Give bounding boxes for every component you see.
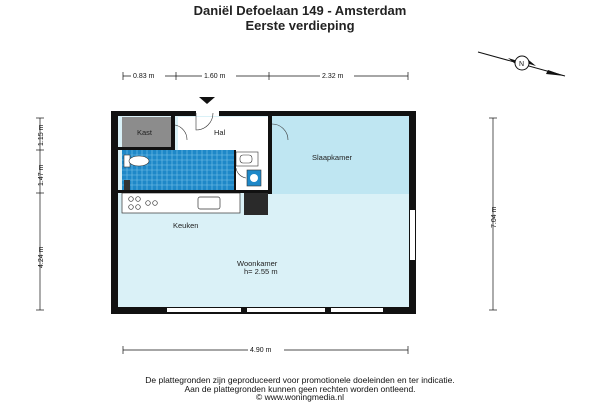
dim-right: 7.04 m <box>491 206 498 228</box>
compass-icon <box>478 52 565 76</box>
washing-machine-icon <box>247 170 261 186</box>
room-label-slaapkamer: Slaapkamer <box>312 153 353 162</box>
dim-top-3: 2.32 m <box>322 73 344 80</box>
room-label-hal: Hal <box>214 128 226 137</box>
room-label-kast: Kast <box>137 128 153 137</box>
radiator-icon <box>124 180 130 190</box>
dim-top-1: 0.83 m <box>133 73 155 80</box>
room-label-woonkamer: Woonkamer <box>237 259 278 268</box>
washbasin-icon <box>236 152 258 166</box>
room-label-keuken: Keuken <box>173 221 199 230</box>
toilet-icon <box>124 155 149 167</box>
ceiling-height-label: h= 2.55 m <box>244 267 278 276</box>
fridge-icon <box>244 193 268 215</box>
top-dimension-line <box>123 71 408 80</box>
dim-left-2: 1.47 m <box>38 164 45 186</box>
entrance-arrow-icon <box>199 97 215 104</box>
dim-bottom: 4.90 m <box>250 347 272 354</box>
compass-north-label: N <box>519 61 525 68</box>
plan-floor-title: Eerste verdieping <box>245 18 355 33</box>
footer-disclaimer-line-1: De plattegronden zijn geproduceerd voor promotionele doeleinden en ter indicatie. <box>145 375 455 385</box>
dim-left-3: 4.24 m <box>38 246 45 268</box>
dim-top-2: 1.60 m <box>204 73 226 80</box>
dim-left-1: 1.15 m <box>38 124 45 146</box>
footer-copyright: © www.woningmedia.nl <box>256 392 344 402</box>
plan-address-title: Daniël Defoelaan 149 - Amsterdam <box>193 3 407 18</box>
footer-disclaimer-line-2: Aan de plattegronden kunnen geen rechten worden ontleend. <box>184 384 416 394</box>
kitchen-counter <box>122 193 240 213</box>
